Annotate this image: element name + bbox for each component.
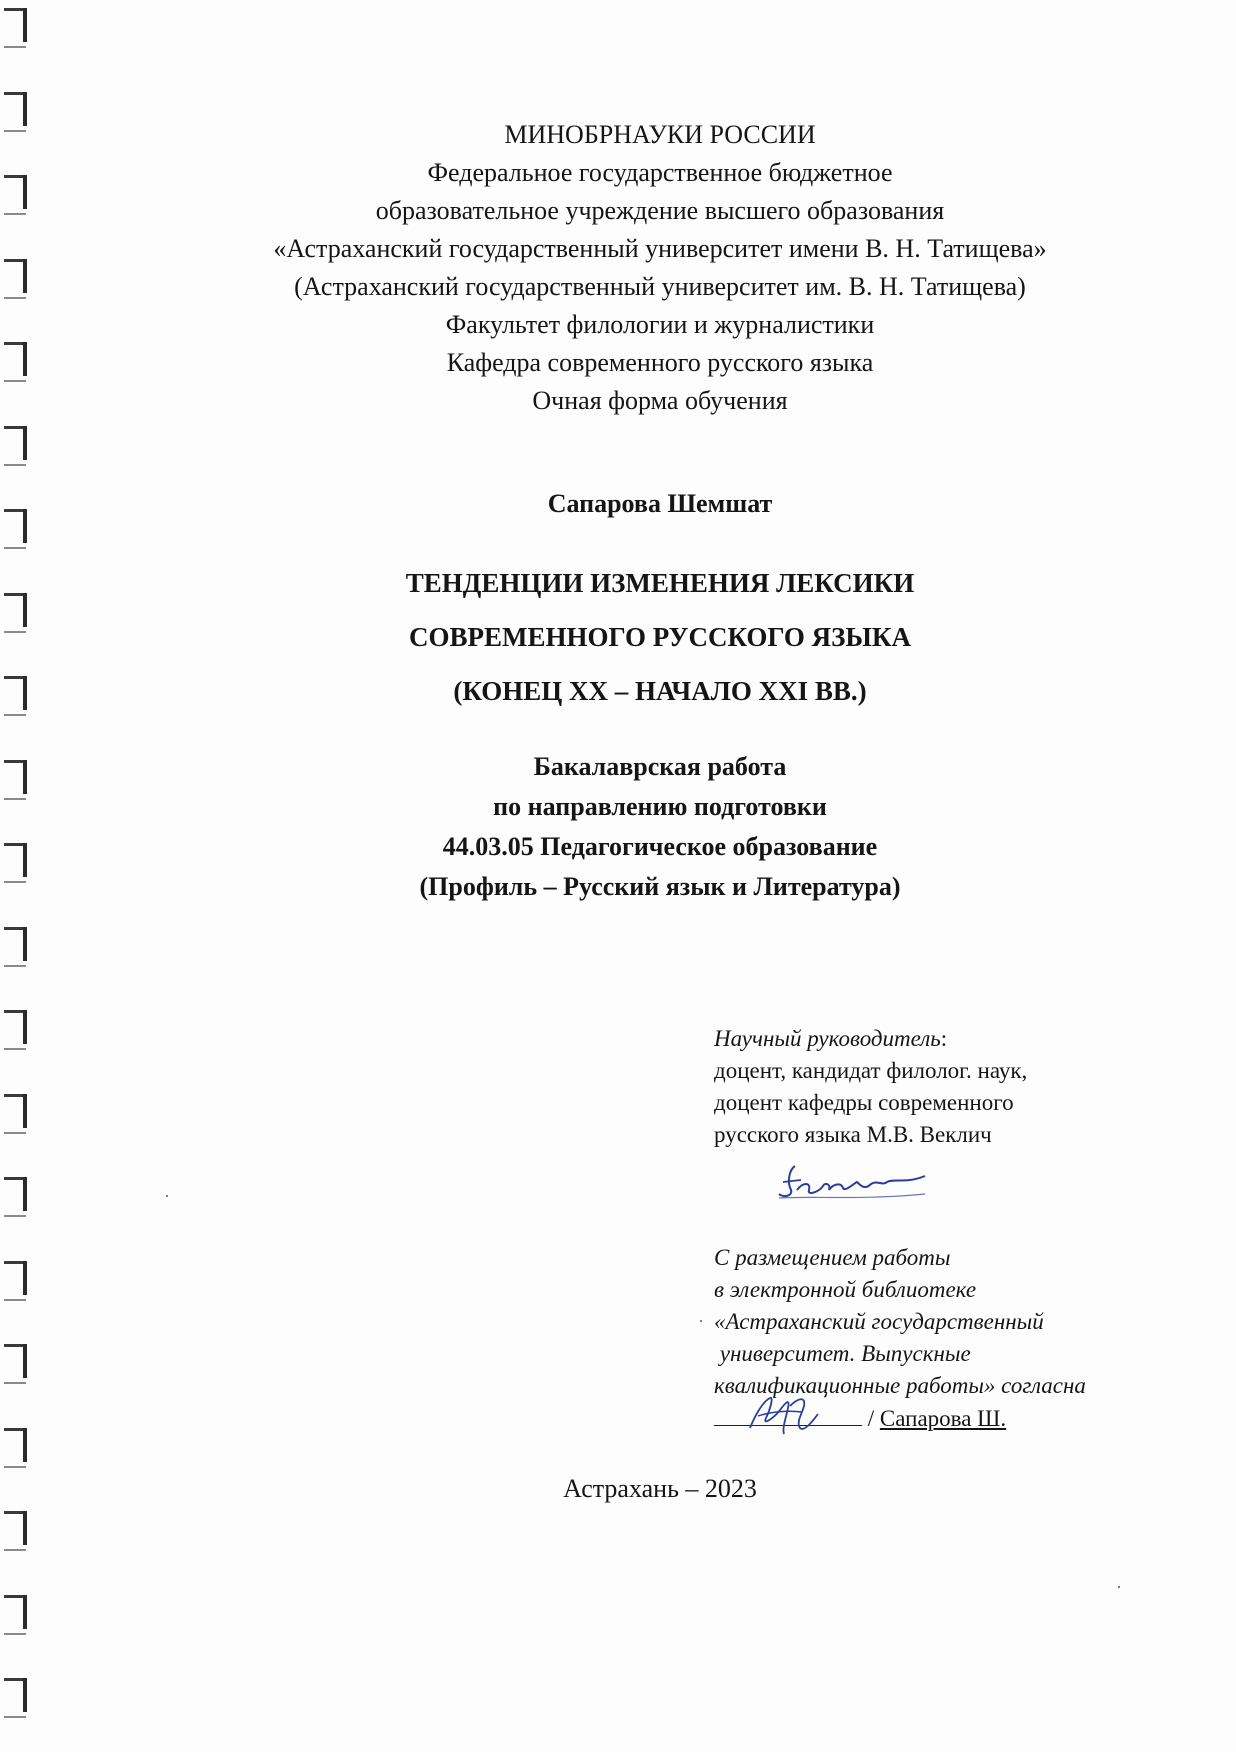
signatory-name: Сапарова Ш.	[879, 1406, 1007, 1431]
binding-mark	[4, 1177, 28, 1217]
institution-header	[150, 116, 1170, 420]
binding-mark	[4, 1511, 28, 1551]
binding-mark	[4, 342, 28, 382]
permission-line-3: «Астраханский государственный	[714, 1309, 1044, 1334]
thesis-title-line-2: СОВРЕМЕННОГО РУССКОГО ЯЗЫКА	[409, 622, 911, 652]
binding-mark	[4, 8, 28, 48]
supervisor-degree: доцент, кандидат филолог. наук,	[714, 1058, 1028, 1083]
university-short-name: (Астраханский государственный университет им. В. Н. Татищева)	[294, 272, 1026, 301]
binding-mark	[4, 676, 28, 716]
binding-mark	[4, 1344, 28, 1384]
supervisor-name: русского языка М.В. Веклич	[714, 1122, 992, 1147]
supervisor-label: Научный руководитель	[714, 1026, 941, 1051]
binding-mark	[4, 92, 28, 132]
binding-mark	[4, 1010, 28, 1050]
faculty-name: Факультет филологии и журналистики	[445, 310, 875, 339]
work-type-block	[150, 747, 1170, 907]
binding-mark	[4, 593, 28, 633]
binding-mark	[4, 1094, 28, 1134]
city-year: Астрахань – 2023	[563, 1474, 757, 1503]
permission-line-1: С размещением работы	[714, 1245, 951, 1270]
supervisor-block	[714, 1023, 1184, 1151]
permission-line-5: квалификационные работы» согласна	[714, 1373, 1086, 1398]
permission-block	[714, 1242, 1184, 1402]
thesis-title	[150, 556, 1170, 718]
binding-mark	[4, 927, 28, 967]
permission-line-2: в электронной библиотеке	[714, 1277, 977, 1302]
signature-separator: /	[867, 1406, 875, 1431]
study-form: Очная форма обучения	[532, 386, 788, 415]
direction-code: 44.03.05 Педагогическое образование	[442, 832, 878, 861]
binding-mark	[4, 1261, 28, 1301]
ministry-line: МИНОБРНАУКИ РОССИИ	[504, 120, 816, 149]
binding-mark	[4, 1678, 28, 1718]
binding-mark	[4, 1595, 28, 1635]
binding-mark	[4, 259, 28, 299]
scan-speck	[166, 1195, 168, 1197]
student-name: Сапарова Шемшат	[547, 489, 773, 518]
university-full-name: «Астраханский государственный университет имени В. Н. Татищева»	[273, 234, 1047, 263]
binding-mark	[4, 175, 28, 215]
supervisor-colon: :	[940, 1026, 948, 1051]
supervisor-signature	[775, 1160, 935, 1202]
binding-mark	[4, 1428, 28, 1468]
student-signature	[740, 1388, 830, 1438]
thesis-title-line-3: (КОНЕЦ XX – НАЧАЛО XXI ВВ.)	[453, 676, 867, 706]
scan-speck	[1118, 1586, 1120, 1588]
supervisor-position: доцент кафедры современного	[714, 1090, 1014, 1115]
institution-type-line-2: образовательное учреждение высшего образования	[375, 196, 945, 225]
supervisor-label-line	[714, 1023, 1184, 1055]
scan-speck	[700, 1320, 702, 1322]
thesis-title-line-1: ТЕНДЕНЦИИ ИЗМЕНЕНИЯ ЛЕКСИКИ	[405, 568, 915, 598]
department-name: Кафедра современного русского языка	[446, 348, 874, 377]
permission-line-4: университет. Выпускные	[714, 1341, 971, 1366]
binding-mark	[4, 426, 28, 466]
direction-label: по направлению подготовки	[493, 792, 827, 821]
work-type: Бакалаврская работа	[533, 752, 787, 781]
binding-mark	[4, 843, 28, 883]
student-name-block	[150, 485, 1170, 523]
profile: (Профиль – Русский язык и Литература)	[419, 872, 901, 901]
binding-edge	[0, 0, 40, 1752]
institution-type-line: Федеральное государственное бюджетное	[427, 158, 893, 187]
binding-mark	[4, 509, 28, 549]
binding-mark	[4, 760, 28, 800]
